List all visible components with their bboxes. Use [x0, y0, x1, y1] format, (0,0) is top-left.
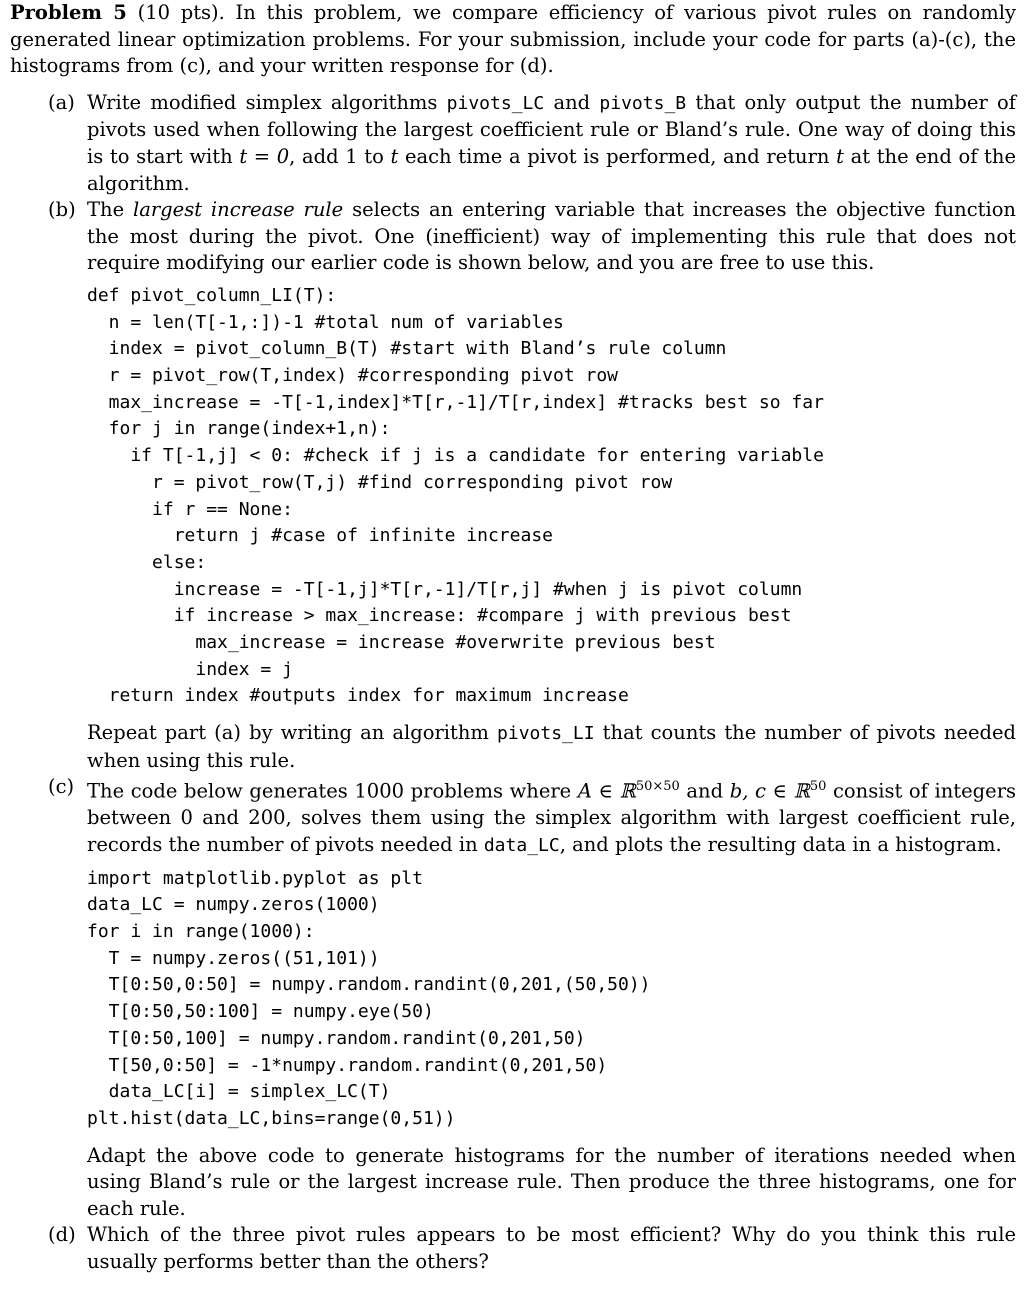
code-line: return index #outputs index for maximum increase: [87, 685, 629, 707]
code-line: r = pivot_row(T,j) #find corresponding pivot row: [87, 471, 673, 493]
part-c-text: The code below generates 1000 problems where A ∈ ℝ$^{50\times 50}$ and b, c ∈ ℝ$^{50}$ consist of integers between 0 and 200, solves them using the simplex algorithm with largest coefficient rule, records the number of pivots needed in data_LC, and plots the resulting data in a histogram.: [87, 779, 1017, 857]
code-line: n = len(T[-1,:])-1 #total num of variables: [87, 311, 564, 333]
part-a-text: Write modified simplex algorithms pivots_LC and pivots_B that only output the number of pivots used when following the largest coefficient rule or Bland’s rule. One way of doing this is to start with t = 0, add 1 to t each time a pivot is performed, and return t at the end of the algorithm.: [87, 90, 1016, 195]
code-line: increase = -T[-1,j]*T[r,-1]/T[r,j] #when j is pivot column: [87, 578, 803, 600]
code-line: import matplotlib.pyplot as plt: [87, 867, 423, 889]
part-a-label: (a): [48, 90, 75, 114]
problem-page: [10, 0, 1016, 1276]
part-c: [10, 774, 1016, 1222]
part-b-text: The largest increase rule selects an entering variable that increases the objective function the most during the pivot. One (inefficient) way of implementing this rule that does not require modifying our earlier code is shown below, and you are free to use this.: [87, 198, 1016, 275]
problem-points: (10 pts).: [137, 1, 225, 24]
code-pivots-lc: pivots_LC: [446, 92, 545, 114]
code-pivots-b: pivots_B: [599, 92, 687, 114]
part-d: [10, 1222, 1016, 1275]
code-line: max_increase = increase #overwrite previous best: [87, 632, 716, 654]
math-t-equals-0: t = 0: [239, 144, 290, 168]
code-data-lc: data_LC: [483, 835, 560, 857]
math-a-in-r: A ∈ ℝ: [577, 779, 636, 803]
largest-increase-rule-emphasis: largest increase rule: [132, 198, 344, 222]
part-d-text: Which of the three pivot rules appears to be most efficient? Why do you think this rule usually performs better than the others?: [87, 1223, 1016, 1274]
code-line: T[0:50,50:100] = numpy.eye(50): [87, 1001, 434, 1023]
part-d-label: (d): [48, 1223, 76, 1247]
part-b: [10, 197, 1016, 774]
code-line: r = pivot_row(T,index) #corresponding pivot row: [87, 365, 619, 387]
code-line: plt.hist(data_LC,bins=range(0,51)): [87, 1107, 456, 1129]
code-line: T[0:50,0:50] = numpy.random.randint(0,201,(50,50)): [87, 974, 651, 996]
problem-intro: [10, 0, 1016, 80]
code-line: data_LC[i] = simplex_LC(T): [87, 1081, 391, 1103]
part-b-label: (b): [48, 198, 76, 222]
code-block-histogram: [87, 866, 1016, 1133]
part-c-after-text: Adapt the above code to generate histograms for the number of iterations needed when using Bland’s rule or the largest increase rule. Then produce the three histograms, one for each rule.: [87, 1143, 1016, 1220]
code-pivots-li: pivots_LI: [497, 723, 595, 745]
part-c-label: (c): [48, 775, 75, 799]
code-line: for j in range(index+1,n):: [87, 418, 391, 440]
code-line: def pivot_column_LI(T):: [87, 284, 337, 306]
code-line: if T[-1,j] < 0: #check if j is a candidate for entering variable: [87, 445, 824, 467]
code-line: max_increase = -T[-1,index]*T[r,-1]/T[r,index] #tracks best so far: [87, 391, 824, 413]
code-line: T[0:50,100] = numpy.random.randint(0,201,50): [87, 1027, 586, 1049]
problem-heading: Problem 5: [10, 1, 127, 24]
intro-text: In this problem, we compare efficiency of various pivot rules on randomly generated linear optimization problems. For your submission, include your code for parts (a)-(c), the histograms from (c), and your written response for (d).: [10, 1, 1016, 78]
code-line: for i in range(1000):: [87, 921, 315, 943]
code-line: index = pivot_column_B(T) #start with Bland’s rule column: [87, 338, 727, 360]
code-line: T[50,0:50] = -1*numpy.random.randint(0,201,50): [87, 1054, 608, 1076]
code-block-pivot-column-li: [87, 283, 1016, 710]
code-line: index = j: [87, 658, 293, 680]
code-line: else:: [87, 551, 207, 573]
code-line: if increase > max_increase: #compare j with previous best: [87, 605, 792, 627]
math-bc-in-r: b, c ∈ ℝ: [729, 779, 810, 803]
code-line: return j #case of infinite increase: [87, 525, 553, 547]
code-line: data_LC = numpy.zeros(1000): [87, 894, 380, 916]
code-line: if r == None:: [87, 498, 293, 520]
part-a: [10, 90, 1016, 197]
code-line: T = numpy.zeros((51,101)): [87, 947, 380, 969]
part-b-after-text: Repeat part (a) by writing an algorithm pivots_LI that counts the number of pivots needed when using this rule.: [87, 721, 1016, 772]
